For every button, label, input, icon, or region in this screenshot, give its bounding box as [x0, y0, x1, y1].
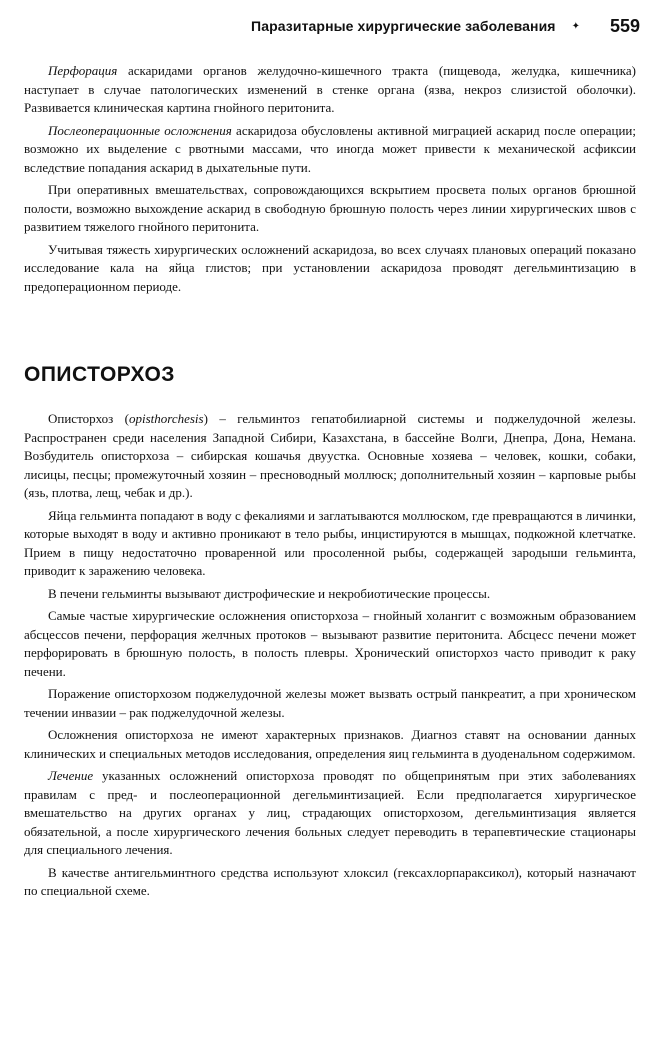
- running-header: [0, 14, 640, 38]
- paragraph-definition: [24, 410, 636, 503]
- term-treatment: Лечение: [48, 768, 94, 783]
- paragraph-text: аскаридоза обусловлены активной миграцией аскарид после операции; возможно их выделение с рвотными массами, что иногда может привести к механической асфиксии вследствие попадания аскарид в дыхательные пути.: [24, 122, 636, 175]
- paragraph-text: аскаридами органов желудочно-кишечного тракта (пищевода, желудка, кишечника) наступает в случае патологических изменений в стенке органа (язва, некроз слизистой оболочки). Развивается клиническая картина гнойного перитонита.: [24, 63, 636, 115]
- header-separator-icon: ✦: [571, 20, 580, 32]
- running-title: Паразитарные хирургические заболевания: [251, 18, 556, 34]
- paragraph-surgical-interventions: При оперативных вмешательствах, сопровождающихся вскрытием просвета полых органов брюшной полости, возможно выхождение аскарид в свободную брюшную полость через линии хирургических швов с развитием тяжелого гнойного перитонита.: [24, 182, 636, 234]
- term-perforation: Перфорация: [48, 63, 118, 78]
- definition-lead: Описторхоз (: [48, 411, 129, 426]
- paragraph-perforation: [24, 62, 636, 118]
- paragraph-preoperative-stool-test: Учитывая тяжесть хирургических осложнений аскаридоза, во всех случаях плановых операций показано исследование кала на яйца глистов; при установлении аскаридоза проводят дегельминтизацию в предоперационном периоде.: [24, 241, 636, 294]
- paragraph-text: указанных осложнений описторхоза проводят по общепринятым при этих заболеваниях правилам с пред- и послеоперационной дегельминтизацией. Если предполагается хирургическое вмешательство на других органах у лиц, страдающих описторхозом, дегельминтизация является обязательной, а после хирургического лечения больных следует переводить в терапевтические стационары для специального лечения.: [24, 768, 636, 857]
- paragraph-diagnosis: Осложнения описторхоза не имеют характерных признаков. Диагноз ставят на основании данных клинических и специальных методов исследования, определения яиц гельминта в дуоденальном содержимом.: [24, 727, 636, 761]
- paragraph-anthelmintic-drug: В качестве антигельминтного средства используют хлоксил (гексахлорпараксикол), который назначают по специальной схеме.: [24, 864, 636, 898]
- paragraph-text: ) – гельминтоз гепатобилиарной системы и поджелудочной железы. Распространен среди населения Западной Сибири, Казахстана, в бассейне Волги, Днепра, Дона, Немана. Возбудитель описторхоза – сибирская кошачья двуустка. Основные хозяева – человек, кошки, собаки, лисицы, песцы; промежуточный хозяин – пресноводный моллюск; дополнительный хозяин – карповые рыбы (язь, плотва, лещ, чебак и др.).: [24, 411, 636, 500]
- paragraph-pancreas: Поражение описторхозом поджелудочной железы может вызвать острый панкреатит, а при хроническом течении инвазии – рак поджелудочной железы.: [24, 686, 636, 720]
- paragraph-treatment: [24, 767, 636, 860]
- section-heading: ОПИСТОРХОЗ: [24, 363, 175, 386]
- latin-term: opisthorchesis: [128, 411, 204, 426]
- page-number: 559: [609, 15, 640, 36]
- page-body: [24, 62, 636, 905]
- paragraph-postoperative-complications: [24, 122, 636, 178]
- term-postoperative-complications: Послеоперационные осложнения: [48, 122, 232, 138]
- paragraph-life-cycle: Яйца гельминта попадают в воду с фекалиями и заглатываются моллюском, где превращаются в личинки, которые выходят в воду и активно проникают в тело рыбы, инцистируются в мышцах, подкожной клетчатке. Прием в пищу недостаточно проваренной или просоленной рыбы, содержащей зародыши гельминта, приводит к заражению человека.: [24, 507, 636, 578]
- paragraph-surgical-complications: Самые частые хирургические осложнения описторхоза – гнойный холангит с возможным образованием абсцессов печени, перфорация желчных протоков – вызывают развитие перитонита. Абсцесс печени может перфорировать в брюшную полость, в полость плевры. Хронический описторхоз часто приводит к раку печени.: [24, 608, 636, 679]
- paragraph-liver-processes: В печени гельминты вызывают дистрофические и некробиотические процессы.: [48, 585, 491, 601]
